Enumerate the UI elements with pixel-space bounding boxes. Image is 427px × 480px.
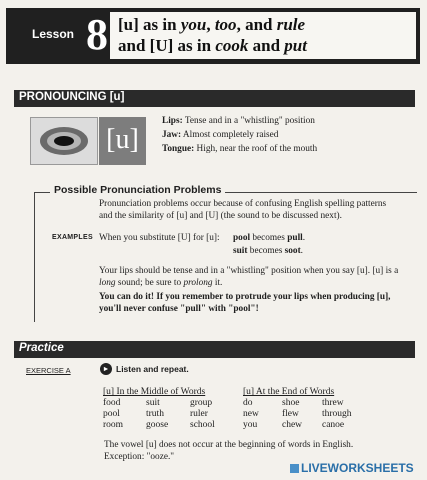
liveworksheets-logo-icon	[290, 464, 299, 473]
lesson-title	[110, 12, 416, 59]
lesson-badge	[14, 10, 108, 60]
practice-heading: Practice	[19, 342, 64, 354]
tip-text: You can do it! If you remember to protrude your lips when producing [u], you'll never confuse "pull" with "pool"!	[99, 292, 391, 314]
title-line-2: and [U] as in cook and put	[118, 36, 307, 55]
lesson-word: Lesson	[32, 27, 75, 41]
practice-heading-bar	[14, 341, 415, 358]
examples-label: EXAMPLES	[52, 234, 93, 241]
middle-words-col-3	[190, 398, 215, 431]
audio-icon[interactable]: ►	[100, 363, 112, 375]
word: truth	[146, 409, 164, 419]
word: food	[103, 398, 121, 408]
pronouncing-heading-bar	[14, 90, 415, 107]
example-2: suit becomes soot.	[233, 246, 303, 256]
tongue-row: Tongue: High, near the roof of the mouth	[162, 144, 318, 154]
pronouncing-heading: PRONOUNCING [u]	[19, 91, 125, 103]
end-words-col-2	[282, 398, 302, 431]
word: pool	[103, 409, 120, 419]
jaw-row: Jaw: Almost completely raised	[162, 130, 279, 140]
lesson-number: 8	[86, 10, 108, 59]
middle-words-col-2	[146, 398, 168, 431]
word: chew	[282, 420, 303, 430]
watermark: LIVEWORKSHEETS	[290, 461, 414, 475]
lips-row: Lips: Tense and in a "whistling" position	[162, 116, 315, 126]
example-1: pool becomes pull.	[233, 233, 306, 243]
middle-words-col-1	[103, 398, 123, 431]
word: group	[190, 398, 213, 408]
word: you	[243, 420, 258, 430]
word: room	[103, 420, 124, 430]
word: ruler	[190, 409, 208, 419]
word: suit	[146, 398, 160, 408]
word: goose	[146, 420, 169, 430]
end-words-col-1	[243, 398, 259, 431]
end-words-col-3	[322, 398, 352, 431]
phonetic-symbol: [u]	[99, 117, 146, 165]
problems-intro: Pronunciation problems occur because of confusing English spelling patterns and the similarity of [u] and [U] (the sound to be discussed next).	[99, 199, 387, 221]
exercise-instruction: Listen and repeat.	[116, 364, 189, 374]
word: canoe	[322, 420, 345, 430]
end-words-heading: [u] At the End of Words	[243, 387, 335, 397]
word: threw	[322, 398, 344, 408]
vowel-note: The vowel [u] does not occur at the beginning of words in English. Exception: "ooze."	[104, 440, 354, 462]
lips-note: Your lips should be tense and in a "whistling" position when you say [u]. [u] is a long sound; be sure to prolong it.	[99, 266, 399, 288]
examples-text: When you substitute [U] for [u]:	[99, 233, 220, 243]
word: flew	[282, 409, 299, 419]
articulation-description	[162, 114, 317, 156]
middle-words-heading: [u] In the Middle of Words	[103, 387, 206, 397]
exercise-a-label: EXERCISE A	[26, 366, 71, 375]
word: through	[322, 409, 352, 419]
word: new	[243, 409, 259, 419]
lips-illustration	[30, 117, 98, 165]
word: shoe	[282, 398, 300, 408]
problems-title: Possible Pronunciation Problems	[50, 184, 225, 196]
title-line-1: [u] as in you, too, and rule	[118, 15, 306, 34]
word: do	[243, 398, 253, 408]
word: school	[190, 420, 215, 430]
